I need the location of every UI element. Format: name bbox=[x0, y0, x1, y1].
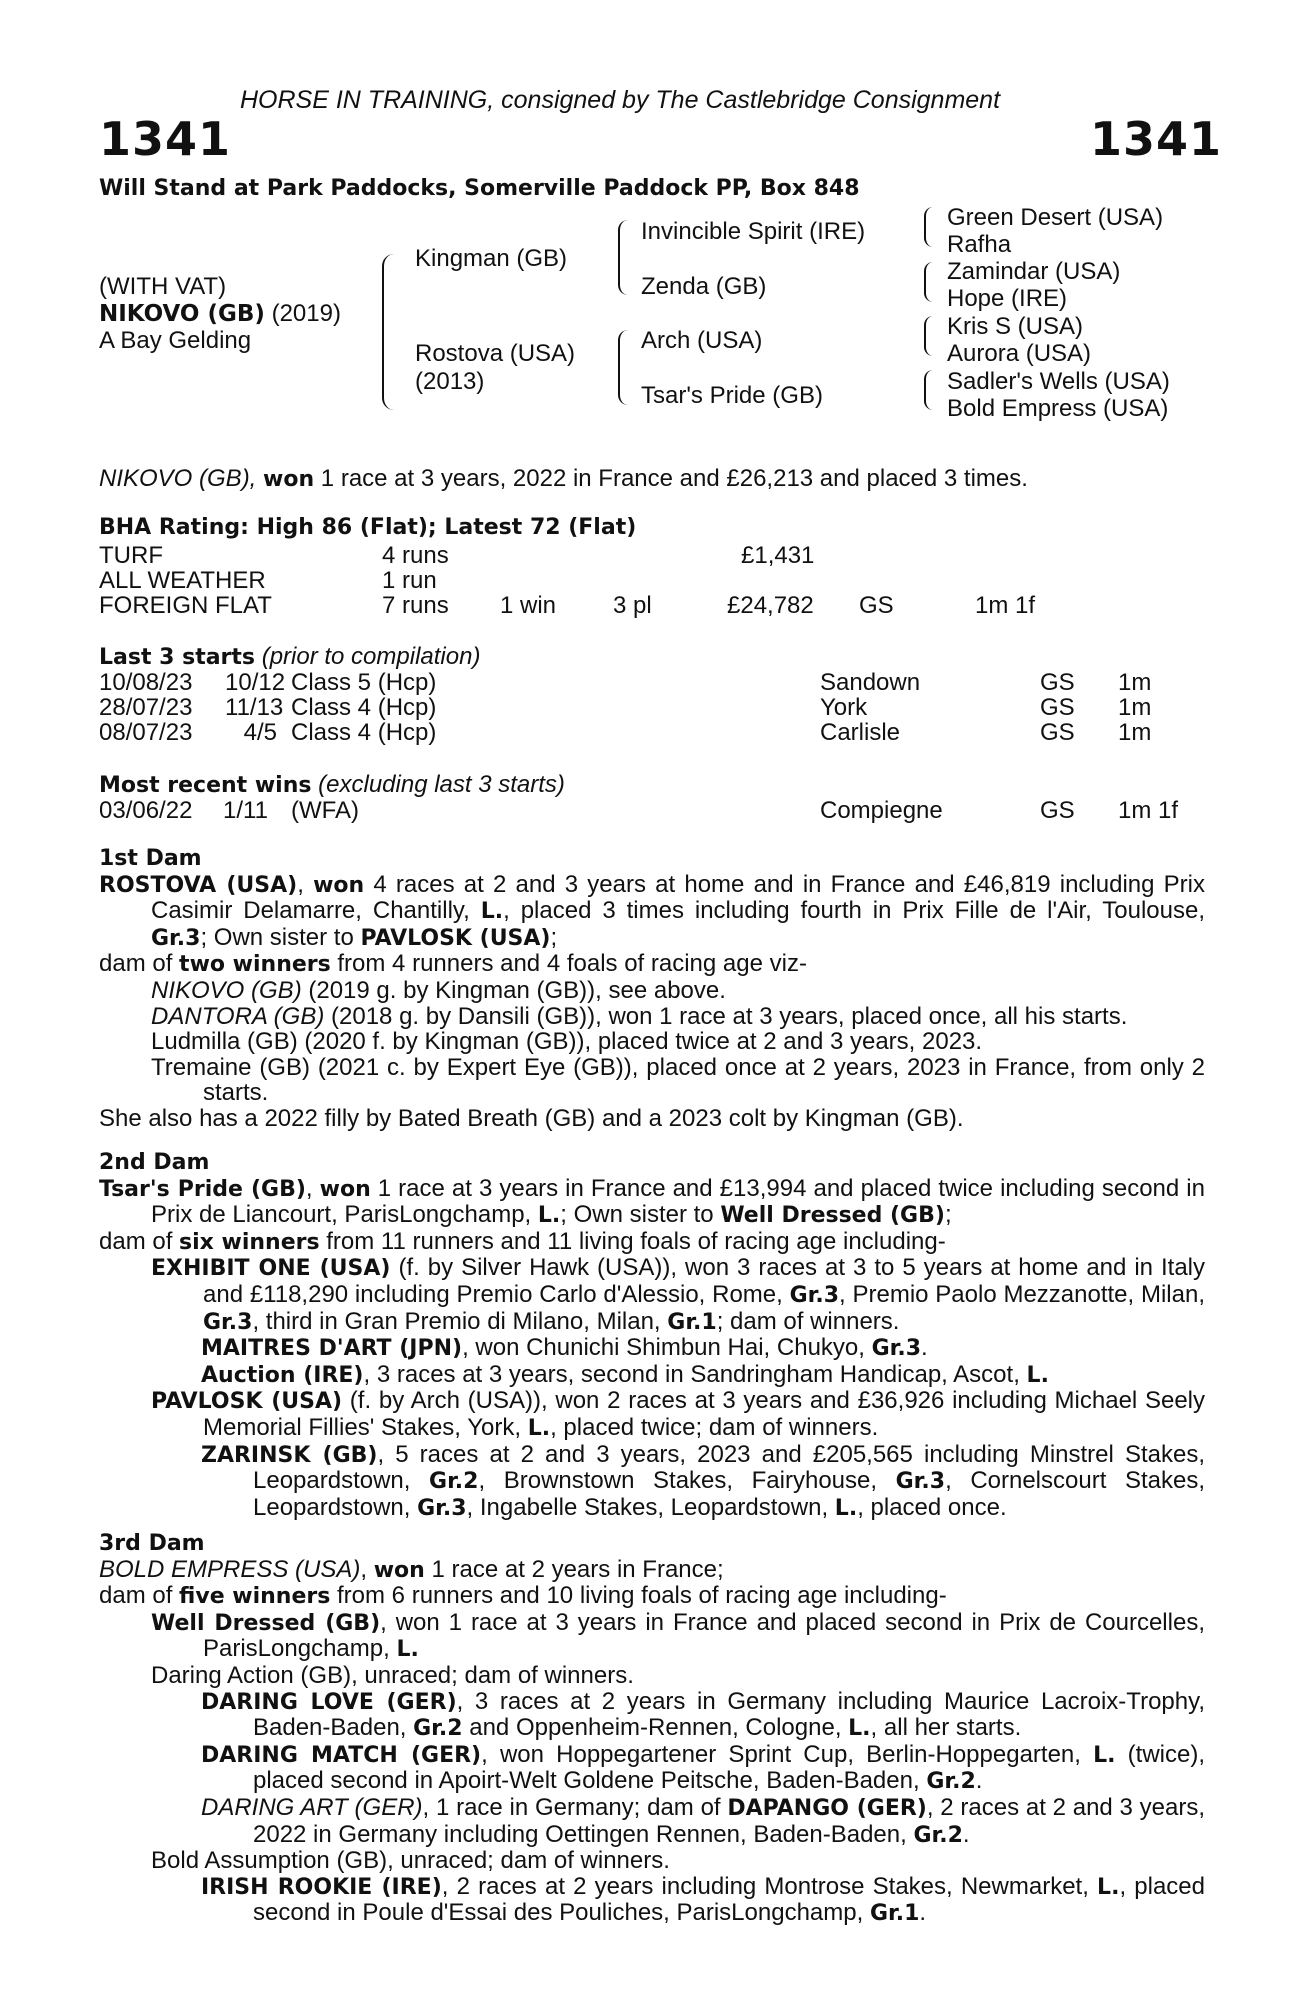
produce-item: Bold Assumption (GB), unraced; dam of winners. bbox=[151, 1847, 670, 1875]
pedigree-gen3-6: Aurora (USA) bbox=[947, 340, 1092, 367]
pedigree-sire: Kingman (GB) bbox=[415, 245, 568, 272]
brace-gen2-b bbox=[618, 330, 628, 405]
rating-going: GS bbox=[859, 592, 894, 619]
first-dam-section bbox=[99, 846, 1205, 1132]
win-date: 03/06/22 bbox=[99, 797, 193, 824]
pedigree-gen2-4: Tsar's Pride (GB) bbox=[641, 382, 823, 409]
pedigree-gen3-2: Rafha bbox=[947, 231, 1012, 258]
recent-wins-note: (excluding last 3 starts) bbox=[311, 771, 565, 798]
win-position: 1/11 bbox=[223, 797, 268, 824]
rating-type: ALL WEATHER bbox=[99, 567, 266, 594]
third-dam-produce-summary: dam of five winners from 6 runners and 10 living foals of racing age including- bbox=[99, 1582, 947, 1610]
pedigree-gen2-1: Invincible Spirit (IRE) bbox=[641, 218, 866, 245]
first-dam-heading: 1st Dam bbox=[99, 846, 202, 871]
start-class: Class 4 (Hcp) bbox=[291, 694, 437, 721]
first-dam-record: ROSTOVA (USA), won 4 races at 2 and 3 years at home and in France and £46,819 including Prix Casimir Delamarre, Chantilly, L., placed 3 times including fourth in Prix Fille de l'Air, Toulouse, Gr.3; Own sister to PAVLOSK (USA); bbox=[99, 870, 1206, 951]
start-course: Sandown bbox=[820, 669, 921, 696]
produce-item: Ludmilla (GB) (2020 f. by Kingman (GB)), placed twice at 2 and 3 years, 2023. bbox=[151, 1028, 983, 1056]
last-starts-title bbox=[99, 643, 480, 671]
catalogue-header: HORSE IN TRAINING, consigned by The Castlebridge Consignment bbox=[240, 86, 1001, 114]
produce-item: DANTORA (GB) (2018 g. by Dansili (GB)), won 1 race at 3 years, placed once, all his starts. bbox=[151, 1002, 1128, 1030]
rating-type: TURF bbox=[99, 542, 163, 569]
win-class: (WFA) bbox=[291, 797, 359, 824]
vat-note: (WITH VAT) bbox=[99, 273, 227, 300]
produce-item: DARING ART (GER), 1 race in Germany; dam of DAPANGO (GER), 2 races at 2 and 3 years, 2022 in Germany including Oettingen Rennen, Baden-Baden, Gr.2. bbox=[201, 1793, 1206, 1848]
start-distance: 1m bbox=[1118, 669, 1152, 696]
win-distance: 1m 1f bbox=[1118, 797, 1179, 824]
bha-rating-title: BHA Rating: High 86 (Flat); Latest 72 (Flat) bbox=[99, 515, 637, 540]
summary-text: 1 race at 3 years, 2022 in France and £26,213 and placed 3 times. bbox=[314, 465, 1028, 492]
rating-type: FOREIGN FLAT bbox=[99, 592, 272, 619]
pedigree-dam-year: (2013) bbox=[415, 368, 485, 395]
win-going: GS bbox=[1040, 797, 1075, 824]
brace-gen3-b bbox=[924, 262, 933, 302]
pedigree-gen3-1: Green Desert (USA) bbox=[947, 204, 1164, 231]
horse-name-line bbox=[99, 300, 341, 328]
pedigree-gen2-3: Arch (USA) bbox=[641, 327, 763, 354]
produce-item: NIKOVO (GB) (2019 g. by Kingman (GB)), see above. bbox=[151, 976, 726, 1004]
produce-item: ZARINSK (GB), 5 races at 2 and 3 years, 2023 and £205,565 including Minstrel Stakes, Leopardstown, Gr.2, Brownstown Stakes, Fairyhouse, Gr.3, Cornelscourt Stakes, Leopardstown, Gr.3, Ingabelle Stakes, Leopardstown, L., placed once. bbox=[201, 1440, 1205, 1521]
produce-item: Tremaine (GB) (2021 c. by Expert Eye (GB)), placed once at 2 years, 2023 in France, from only 2 starts. bbox=[151, 1053, 1205, 1107]
last-starts-note: (prior to compilation) bbox=[255, 643, 481, 670]
produce-item: EXHIBIT ONE (USA) (f. by Silver Hawk (USA)), won 3 races at 3 to 5 years at home and in Italy and £118,290 including Premio Carlo d'Alessio, Rome, Gr.3, Premio Paolo Mezzanotte, Milan, Gr.3, third in Gran Premio di Milano, Milan, Gr.1; dam of winners. bbox=[151, 1254, 1206, 1335]
start-going: GS bbox=[1040, 669, 1075, 696]
horse-description: A Bay Gelding bbox=[99, 327, 252, 354]
start-date: 10/08/23 bbox=[99, 669, 193, 696]
rating-prize: £1,431 bbox=[741, 542, 815, 569]
second-dam-section bbox=[99, 1150, 1205, 1521]
pedigree-gen3-7: Sadler's Wells (USA) bbox=[947, 368, 1170, 395]
summary-won: won bbox=[263, 467, 315, 492]
rating-runs: 4 runs bbox=[382, 542, 449, 569]
pedigree-gen2-2: Zenda (GB) bbox=[641, 273, 767, 300]
brace-gen1 bbox=[382, 254, 394, 410]
first-dam-also: She also has a 2022 filly by Bated Breath (GB) and a 2023 colt by Kingman (GB). bbox=[99, 1104, 964, 1132]
horse-name: NIKOVO (GB) bbox=[99, 301, 265, 327]
start-date: 28/07/23 bbox=[99, 694, 193, 721]
pedigree-gen3-5: Kris S (USA) bbox=[947, 313, 1084, 340]
rating-placed: 3 pl bbox=[613, 592, 652, 619]
start-going: GS bbox=[1040, 719, 1075, 746]
brace-gen2-a bbox=[618, 220, 628, 295]
start-position: 11/13 bbox=[225, 694, 284, 721]
produce-item: IRISH ROOKIE (IRE), 2 races at 2 years including Montrose Stakes, Newmarket, L., placed second in Poule d'Essai des Pouliches, ParisLongchamp, Gr.1. bbox=[201, 1872, 1205, 1927]
produce-item: DARING LOVE (GER), 3 races at 2 years in Germany including Maurice Lacroix-Trophy, Baden-Baden, Gr.2 and Oppenheim-Rennen, Cologne, L., all her starts. bbox=[201, 1687, 1205, 1742]
recent-wins-heading: Most recent wins bbox=[99, 773, 312, 798]
third-dam-record: BOLD EMPRESS (USA), won 1 race at 2 years in France; bbox=[99, 1555, 724, 1583]
third-dam-heading: 3rd Dam bbox=[99, 1531, 205, 1556]
brace-gen3-c bbox=[924, 316, 933, 356]
second-dam-produce-summary: dam of six winners from 11 runners and 11 living foals of racing age including- bbox=[99, 1227, 946, 1255]
last-starts-heading: Last 3 starts bbox=[99, 645, 256, 670]
produce-item: Auction (IRE), 3 races at 3 years, second in Sandringham Handicap, Ascot, L. bbox=[201, 1360, 1049, 1388]
second-dam-record: Tsar's Pride (GB), won 1 race at 3 years in France and £13,994 and placed twice including second in Prix de Liancourt, ParisLongchamp, L.; Own sister to Well Dressed (GB); bbox=[99, 1174, 1205, 1229]
pedigree-gen3-3: Zamindar (USA) bbox=[947, 258, 1121, 285]
brace-gen3-a bbox=[924, 207, 933, 247]
lot-number-left: 1341 bbox=[99, 112, 232, 166]
horse-year: (2019) bbox=[271, 300, 341, 327]
start-distance: 1m bbox=[1118, 694, 1152, 721]
pedigree-gen3-8: Bold Empress (USA) bbox=[947, 395, 1169, 422]
rating-runs: 1 run bbox=[382, 567, 437, 594]
produce-item: Well Dressed (GB), won 1 race at 3 years in France and placed second in Prix de Courcelles, ParisLongchamp, L. bbox=[151, 1608, 1205, 1663]
second-dam-heading: 2nd Dam bbox=[99, 1150, 210, 1175]
rating-distance: 1m 1f bbox=[975, 592, 1036, 619]
rating-prize: £24,782 bbox=[727, 592, 814, 619]
win-course: Compiegne bbox=[820, 797, 943, 824]
summary-horse-name: NIKOVO (GB), bbox=[99, 465, 257, 492]
start-going: GS bbox=[1040, 694, 1075, 721]
third-dam-section bbox=[99, 1531, 1205, 1927]
start-class: Class 4 (Hcp) bbox=[291, 719, 437, 746]
produce-item: PAVLOSK (USA) (f. by Arch (USA)), won 2 races at 3 years and £36,926 including Michael Seely Memorial Fillies' Stakes, York, L., placed twice; dam of winners. bbox=[151, 1387, 1206, 1441]
start-distance: 1m bbox=[1118, 719, 1152, 746]
produce-item: Daring Action (GB), unraced; dam of winners. bbox=[151, 1661, 634, 1689]
brace-gen3-d bbox=[924, 370, 933, 410]
start-class: Class 5 (Hcp) bbox=[291, 669, 437, 696]
start-course: York bbox=[820, 694, 868, 721]
rating-wins: 1 win bbox=[500, 592, 557, 619]
stabling-location: Will Stand at Park Paddocks, Somerville Paddock PP, Box 848 bbox=[99, 176, 860, 201]
start-position: 10/12 bbox=[225, 669, 286, 696]
lot-number-right: 1341 bbox=[1090, 112, 1223, 166]
start-date: 08/07/23 bbox=[99, 719, 193, 746]
recent-wins-title bbox=[99, 771, 565, 799]
produce-item: DARING MATCH (GER), won Hoppegartener Sprint Cup, Berlin-Hoppegarten, L. (twice), placed second in Apoirt-Welt Goldene Peitsche, Baden-Baden, Gr.2. bbox=[201, 1740, 1206, 1795]
produce-item: MAITRES D'ART (JPN), won Chunichi Shimbun Hai, Chukyo, Gr.3. bbox=[201, 1334, 928, 1362]
pedigree-dam: Rostova (USA) bbox=[415, 340, 576, 367]
start-course: Carlisle bbox=[820, 719, 901, 746]
pedigree-gen3-4: Hope (IRE) bbox=[947, 285, 1068, 312]
race-summary bbox=[99, 465, 1028, 493]
first-dam-produce-summary: dam of two winners from 4 runners and 4 foals of racing age viz- bbox=[99, 950, 807, 978]
rating-runs: 7 runs bbox=[382, 592, 449, 619]
start-position: 4/5 bbox=[243, 719, 277, 746]
